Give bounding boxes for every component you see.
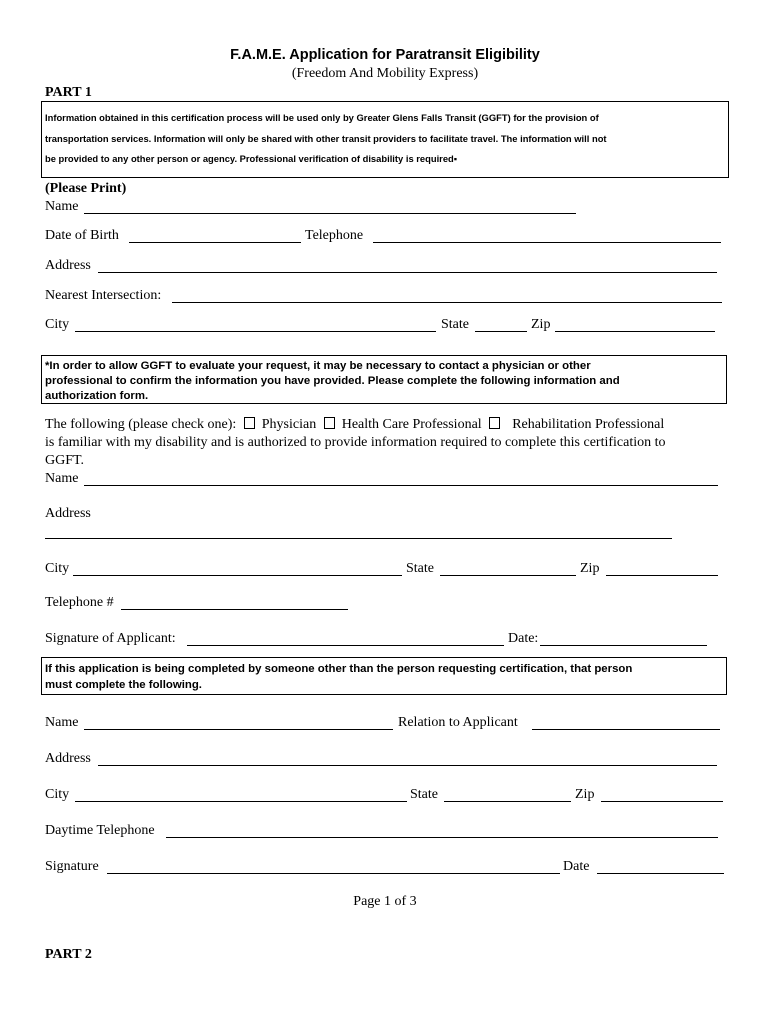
page-number: Page 1 of 3 [353, 894, 417, 909]
third-party-address-label: Address [45, 751, 91, 766]
third-party-date-field[interactable] [597, 873, 724, 874]
third-party-signature-label: Signature [45, 859, 99, 874]
third-party-state-field[interactable] [444, 801, 571, 802]
professional-state-field[interactable] [440, 575, 576, 576]
professional-address-label: Address [45, 506, 91, 521]
professional-name-field[interactable] [84, 485, 718, 486]
health-care-professional-checkbox[interactable] [324, 417, 335, 429]
professional-telephone-row [45, 594, 725, 612]
professional-telephone-label: Telephone # [45, 595, 114, 610]
professional-zip-field[interactable] [606, 575, 718, 576]
part-1-heading: PART 1 [45, 85, 92, 100]
address-field[interactable] [98, 272, 717, 273]
relation-label: Relation to Applicant [398, 715, 518, 730]
address-label: Address [45, 258, 91, 273]
applicant-signature-row [45, 630, 725, 648]
applicant-address-row [45, 257, 725, 275]
third-party-name-row [45, 714, 725, 732]
third-party-address-row [45, 750, 725, 768]
intersection-row [45, 287, 725, 305]
professional-address-row [45, 505, 725, 523]
statement-line: is familiar with my disability and is authorized to provide information required to complete this certification to [45, 435, 666, 450]
third-party-city-row [45, 786, 725, 804]
third-party-name-label: Name [45, 715, 79, 730]
health-care-professional-option-label: Health Care Professional [341, 417, 482, 432]
dob-field[interactable] [129, 242, 301, 243]
physician-checkbox[interactable] [244, 417, 255, 429]
professional-address-field[interactable] [45, 538, 672, 539]
privacy-notice-line: transportation services. Information will only be shared with other transit providers to facilitate travel. The information will not [45, 132, 607, 144]
state-field[interactable] [475, 331, 527, 332]
check-one-prompt: The following (please check one): [45, 417, 237, 432]
form-subtitle: (Freedom And Mobility Express) [291, 66, 479, 81]
applicant-dob-row [45, 227, 725, 245]
physician-option-label: Physician [261, 417, 317, 432]
third-party-notice-line: must complete the following. [45, 679, 202, 691]
zip-label: Zip [531, 317, 551, 332]
third-party-zip-field[interactable] [601, 801, 723, 802]
professional-statement [45, 416, 725, 470]
part-2-heading: PART 2 [45, 947, 92, 962]
third-party-signature-row [45, 858, 725, 876]
daytime-telephone-row [45, 822, 725, 840]
physician-notice-line: authorization form. [45, 390, 149, 402]
applicant-signature-date-field[interactable] [540, 645, 707, 646]
applicant-name-row [45, 198, 725, 216]
zip-field[interactable] [555, 331, 715, 332]
professional-city-row [45, 560, 725, 578]
check-one-line [45, 416, 725, 434]
rehabilitation-professional-option-label: Rehabilitation Professional [512, 417, 665, 432]
city-field[interactable] [75, 331, 436, 332]
privacy-notice-line: be provided to any other person or agency. Professional verification of disability is required▪ [45, 153, 458, 164]
rehabilitation-professional-checkbox[interactable] [489, 417, 500, 429]
professional-city-field[interactable] [73, 575, 402, 576]
please-print-label: (Please Print) [45, 181, 127, 196]
telephone-field[interactable] [373, 242, 721, 243]
third-party-city-field[interactable] [75, 801, 407, 802]
third-party-notice-line: If this application is being completed by someone other than the person requesting certification, that person [45, 663, 633, 675]
city-label: City [45, 317, 70, 332]
professional-telephone-field[interactable] [121, 609, 348, 610]
daytime-telephone-field[interactable] [166, 837, 718, 838]
applicant-city-row [45, 316, 725, 334]
applicant-name-label: Name [45, 199, 79, 214]
form-title: F.A.M.E. Application for Paratransit Eligibility [230, 47, 540, 63]
applicant-signature-label: Signature of Applicant: [45, 631, 176, 646]
professional-zip-label: Zip [580, 561, 600, 576]
relation-field[interactable] [532, 729, 720, 730]
dob-label: Date of Birth [45, 228, 119, 243]
intersection-field[interactable] [172, 302, 722, 303]
applicant-name-field[interactable] [84, 213, 576, 214]
third-party-state-label: State [410, 787, 438, 802]
professional-name-row [45, 470, 725, 488]
applicant-signature-field[interactable] [187, 645, 504, 646]
third-party-zip-label: Zip [575, 787, 595, 802]
daytime-telephone-label: Daytime Telephone [45, 823, 155, 838]
third-party-address-field[interactable] [98, 765, 717, 766]
privacy-notice-box [41, 101, 729, 178]
third-party-city-label: City [45, 787, 70, 802]
statement-line: GGFT. [45, 453, 85, 468]
intersection-label: Nearest Intersection: [45, 288, 162, 303]
telephone-label: Telephone [305, 228, 364, 243]
applicant-signature-date-label: Date: [508, 631, 539, 646]
professional-name-label: Name [45, 471, 79, 486]
third-party-name-field[interactable] [84, 729, 393, 730]
physician-notice-line: professional to confirm the information you have provided. Please complete the following information and [45, 375, 620, 387]
third-party-date-label: Date [563, 859, 590, 874]
professional-city-label: City [45, 561, 70, 576]
physician-notice-line: *In order to allow GGFT to evaluate your request, it may be necessary to contact a physician or other [45, 360, 591, 372]
third-party-signature-field[interactable] [107, 873, 560, 874]
state-label: State [441, 317, 469, 332]
privacy-notice-line: Information obtained in this certification process will be used only by Greater Glens Falls Transit (GGFT) for the provision of [45, 112, 599, 123]
third-party-notice-box [41, 657, 727, 695]
physician-notice-box [41, 355, 727, 404]
professional-state-label: State [406, 561, 434, 576]
